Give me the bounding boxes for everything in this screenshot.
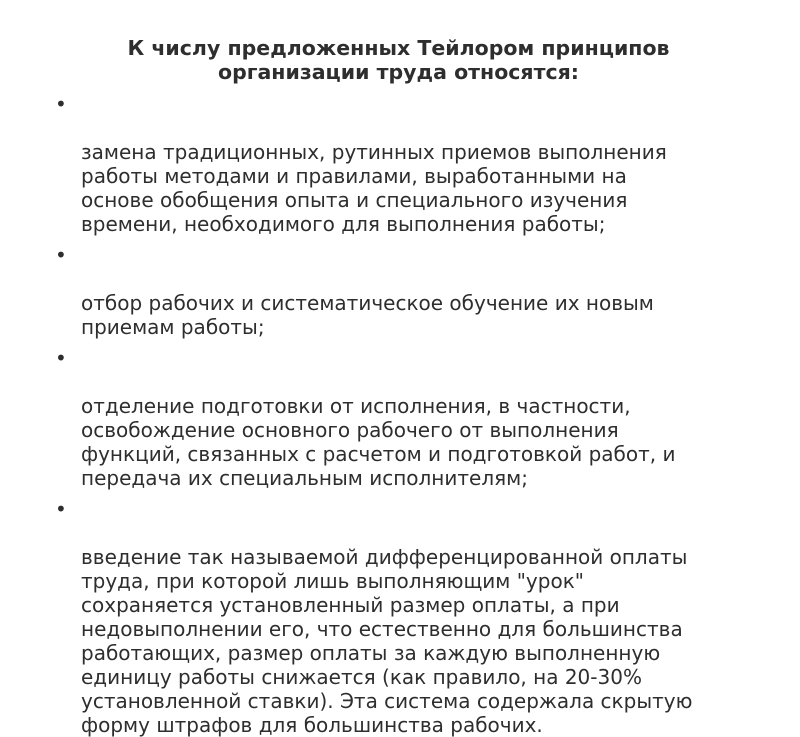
bullet-dot-icon: • [55, 497, 67, 521]
slide-title: К числу предложенных Тейлором принципов организации труда относятся: [127, 36, 670, 84]
bullet-item-1 [55, 92, 712, 236]
bullet-item-3 [55, 346, 712, 490]
bullet-dot-icon: • [55, 243, 67, 267]
bullet-dot-icon: • [55, 92, 67, 116]
bullet-item-2 [55, 243, 712, 339]
bullet-text: отделение подготовки от исполнения, в частности, освобождение основного рабочего от выполнения функций, связанных с расчетом и подготовкой работ, и передача их специальным исполнителям; [81, 394, 676, 490]
bullet-text: замена традиционных, рутинных приемов выполнения работы методами и правилами, выработанными на основе обобщения опыта и специального изучения времени, необходимого для выполнения работы; [81, 140, 667, 236]
bullet-text: введение так называемой дифференцированной оплаты труда, при которой лишь выполняющим "урок" сохраняется установленный размер оплаты, а при недовыполнении его, что естественно для большинства работающих, размер оплаты за каждую выполненную единицу работы снижается (как правило, на 20-30% установленной ставки). Эта система содержала скрытую форму штрафов для большинства рабочих. [81, 545, 693, 737]
bullet-list [55, 92, 712, 737]
bullet-item-4 [55, 497, 712, 737]
bullet-text: отбор рабочих и систематическое обучение их новым приемам работы; [81, 291, 654, 339]
bullet-dot-icon: • [55, 346, 67, 370]
